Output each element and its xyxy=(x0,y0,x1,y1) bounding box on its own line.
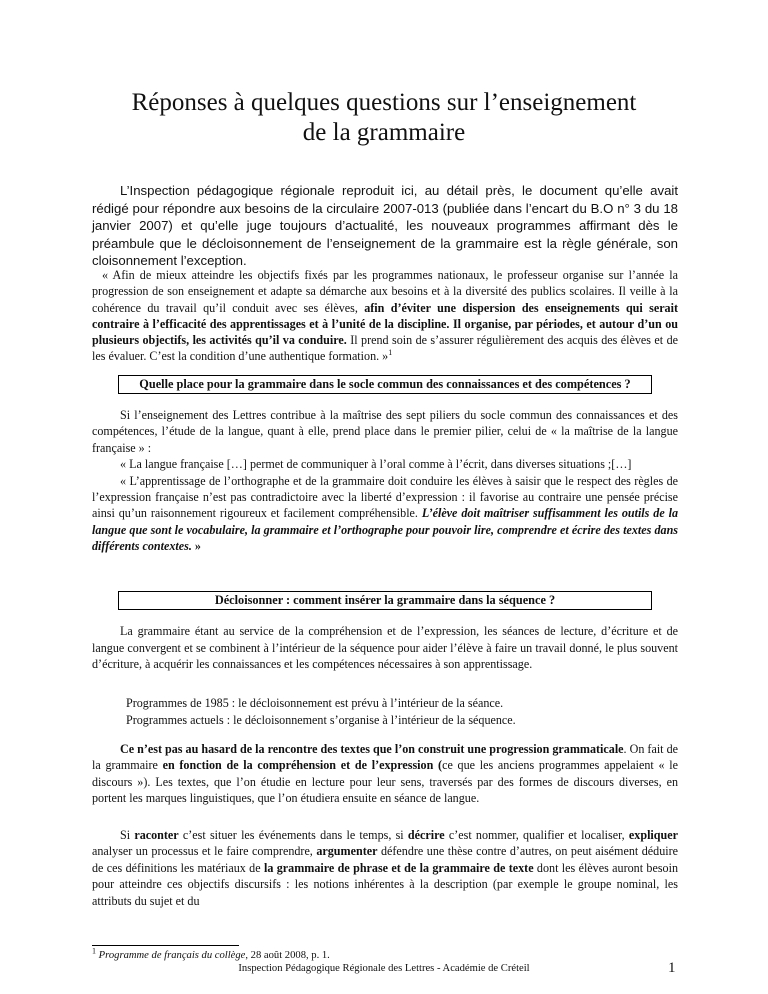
progression-bold-2: en fonction de la compréhension et de l’expression ( xyxy=(162,758,443,773)
socle-quote-2-emphasis: L’élève doit maîtriser suffisamment les outils de la langue que sont le vocabulaire, la grammaire et l’orthographe pour pouvoir lire, comprendre et écrire des textes dans différents contextes. xyxy=(92,506,678,554)
footnote-ref: 1 xyxy=(388,348,393,358)
title-line-2: de la grammaire xyxy=(302,119,466,146)
quote-text-1: « Afin de mieux atteindre les objectifs fixés par les programmes nationaux, le professeur organise sur l’année la progression de son enseignement et adapte sa démarche aux besoins et à la diversité des publics scolaires. Il veille à la cohérence du travail qu’il conduit avec ses élèves, xyxy=(92,268,678,315)
keyword-grammaire: la grammaire de phrase et de la grammaire de texte xyxy=(263,860,534,875)
page-title xyxy=(90,88,678,148)
keyword-expliquer: expliquer xyxy=(628,828,678,842)
keyword-raconter: raconter xyxy=(134,828,179,842)
progression-text-1: . On fait de la grammaire xyxy=(92,742,678,773)
progression-bold-1: Ce n’est pas au hasard de la rencontre des textes que l’on construit une progression grammaticale xyxy=(120,742,624,756)
discours-text-3: c’est nommer, qualifier et localiser, xyxy=(444,828,629,842)
quote-text-2: Il prend soin de s’assurer régulièrement des acquis des élèves et de les évaluer. C’est la condition d’une authentique formation. » xyxy=(92,333,678,364)
footnote-title: Programme de français du collège xyxy=(98,950,246,961)
socle-quote-2-end: » xyxy=(191,539,201,554)
discours-text-1: Si xyxy=(120,828,135,842)
footnote-number: 1 xyxy=(92,946,96,956)
footnote xyxy=(92,946,330,962)
discours-text-4: analyser un processus et le faire comprendre, xyxy=(92,844,317,859)
programme-quote xyxy=(92,267,678,365)
discours-paragraph xyxy=(92,827,678,909)
discours-text-2: c’est situer les événements dans le temps, si xyxy=(178,828,408,842)
quote-bold-text: afin d’éviter une dispersion des enseignements qui serait contraire à l’efficacité des apprentissages et à l’unité de la discipline. Il organise, par périodes, et autour d’un ou plusieurs objectifs, les activités qu’il va conduire. xyxy=(92,300,678,348)
programmes-actuels: Programmes actuels : le décloisonnement s’organise à l’intérieur de la séquence. xyxy=(126,712,516,727)
section-heading-decloisonner: Décloisonner : comment insérer la grammaire dans la séquence ? xyxy=(118,591,652,610)
socle-quote-2 xyxy=(92,473,678,555)
decloisonner-paragraph: La grammaire étant au service de la compréhension et de l’expression, les séances de lecture, d’écriture et de langue convergent et se combinent à l’intérieur de la séquence pour aider l’élève à faire un travail donné, le plus souvent d’écriture, à acquérir les connaissances et les compétences nécessaires à son apprentissage. xyxy=(92,624,678,671)
discours-text-6: dont les élèves auront besoin pour atteindre ces objectifs discursifs : les notions inhérentes à la description (par exemple le groupe nominal, les attributs du sujet et du xyxy=(92,860,678,908)
page-footer: Inspection Pédagogique Régionale des Lettres - Académie de Créteil xyxy=(238,963,530,974)
discours-text-5: défendre une thèse contre d’autres, on peut aisément déduire de ces définitions les matériaux de xyxy=(92,844,678,875)
footnote-divider xyxy=(92,945,239,946)
keyword-argumenter: argumenter xyxy=(316,844,378,859)
title-line-1: Réponses à quelques questions sur l’enseignement xyxy=(131,89,637,116)
progression-paragraph xyxy=(92,741,678,807)
keyword-decrire: décrire xyxy=(407,828,445,842)
intro-paragraph: L’Inspection pédagogique régionale reproduit ici, au détail près, le document qu’elle avait rédigé pour répondre aux besoins de la circulaire 2007-013 (publiée dans l’encart du B.O n° 3 du 18 janvier 2007) et qu’elle juge toujours d’actualité, les nouveaux programmes affirmant dès le préambule que le décloisonnement de l’enseignement de la grammaire est la règle générale, son cloisonnement l’exception. xyxy=(92,183,678,269)
progression-text-2: ce que les anciens programmes appelaient « le discours »). Les textes, que l’on étudie en lecture pour leur sens, traversés par des formes de discours diverses, en portent les marques linguistiques, que l’on étudiera ensuite en séance de langue. xyxy=(92,758,679,806)
footnote-rest: , 28 août 2008, p. 1. xyxy=(245,950,330,961)
socle-quote-1: « La langue française […] permet de communiquer à l’oral comme à l’écrit, dans diverses situations ;[…] xyxy=(120,457,632,472)
socle-paragraph: Si l’enseignement des Lettres contribue à la maîtrise des sept piliers du socle commun des connaissances et des compétences, l’étude de la langue, quant à elle, prend place dans le premier pilier, celui de « la maîtrise de la langue française » : xyxy=(92,408,678,455)
programmes-1985: Programmes de 1985 : le décloisonnement est prévu à l’intérieur de la séance. xyxy=(126,696,504,710)
socle-quote-2-text: « L’apprentissage de l’orthographe et de la grammaire doit conduire les élèves à saisir que le respect des règles de l’expression française n’est pas contradictoire avec la liberté d’expression : il favorise au contraire une pensée précise ainsi qu’un raisonnement rigoureux et facilement compréhensible. xyxy=(92,473,678,521)
section-heading-socle: Quelle place pour la grammaire dans le socle commun des connaissances et des compétences ? xyxy=(118,375,652,394)
page-number: 1 xyxy=(668,960,676,976)
section-socle-body xyxy=(92,407,678,555)
programmes-comparison xyxy=(126,695,686,728)
